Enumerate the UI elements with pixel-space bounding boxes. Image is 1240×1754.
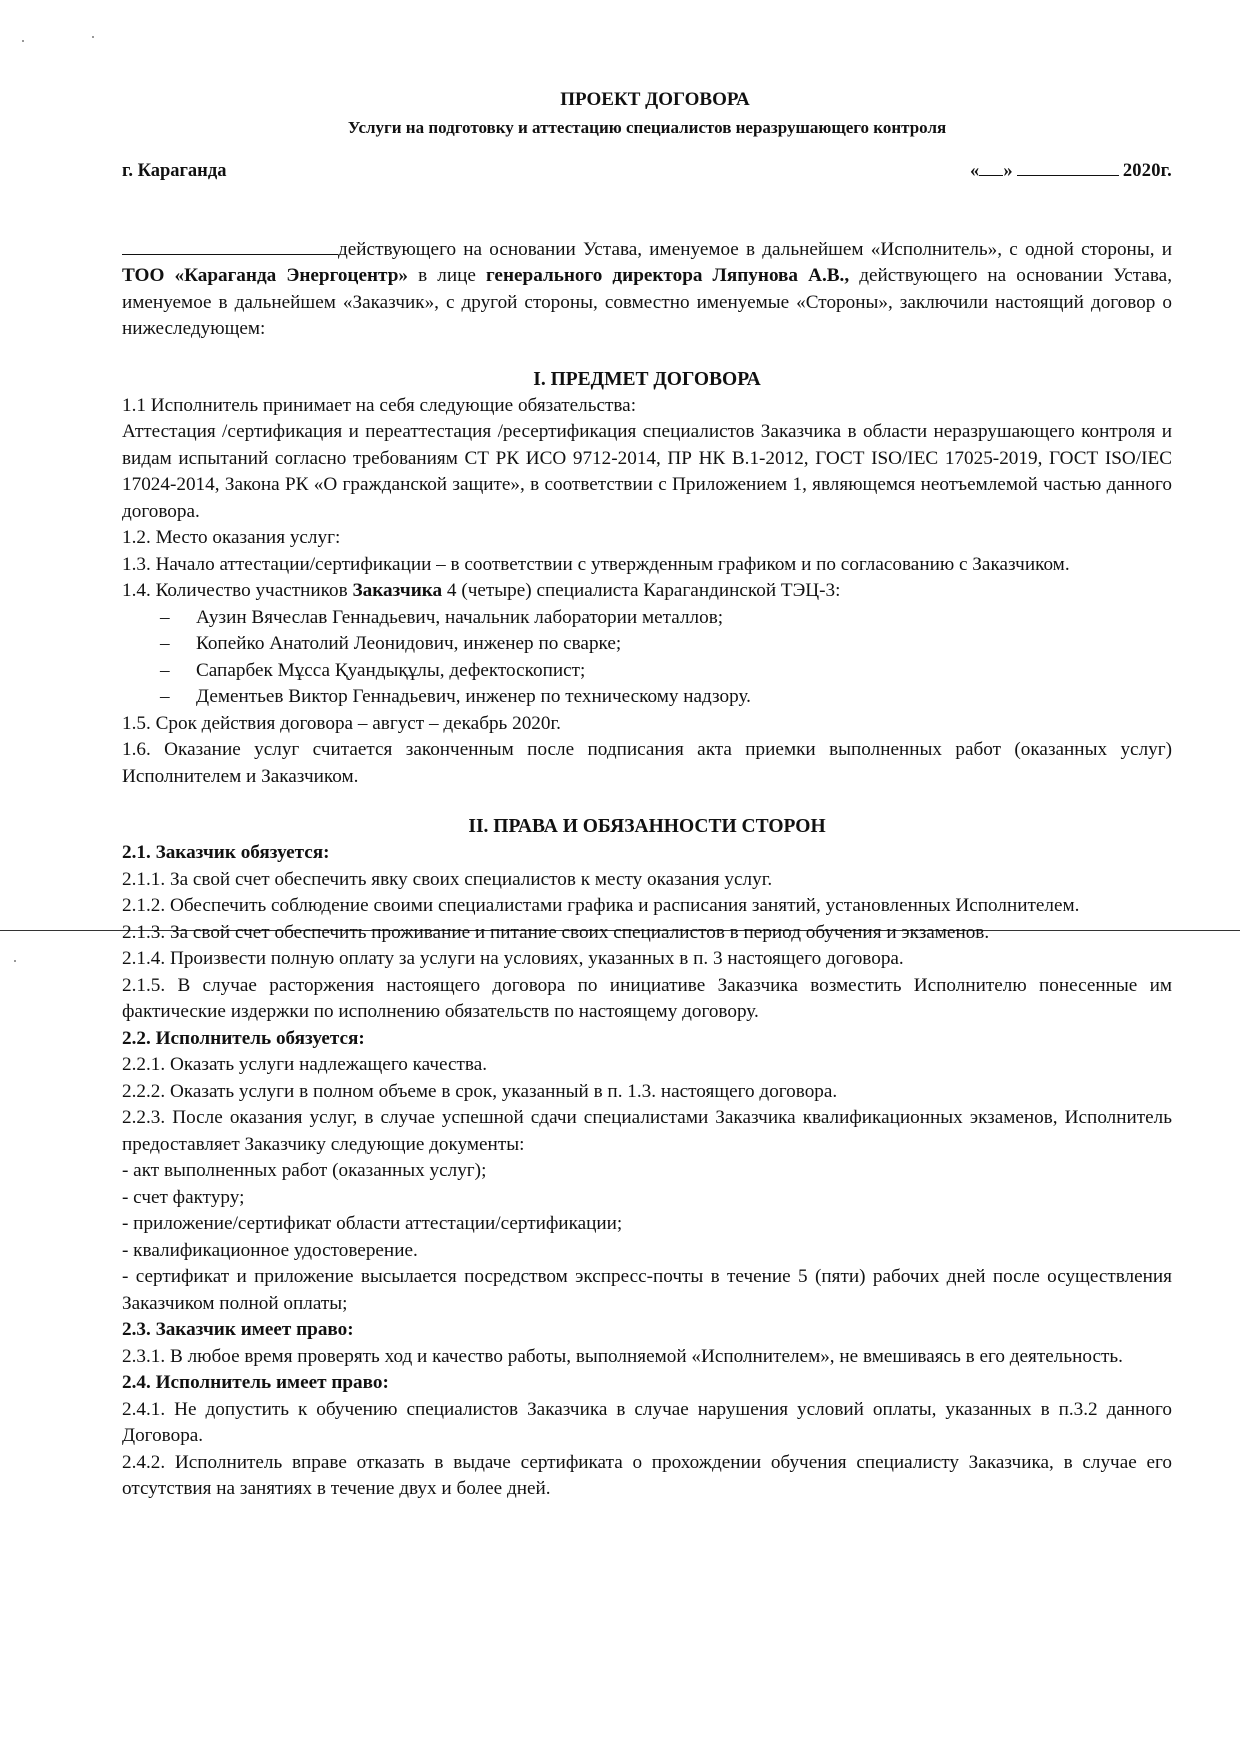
month-blank [1017, 159, 1119, 176]
clause-2-1-4: 2.1.4. Произвести полную оплату за услуги на условиях, указанных в п. 3 настоящего договора. [122, 948, 904, 969]
heading-2-2: 2.2. Исполнитель обязуется: [122, 1027, 365, 1049]
customer-org: ТОО «Караганда Энергоцентр» [122, 265, 408, 286]
heading-2-1: 2.1. Заказчик обязуется: [122, 842, 330, 863]
clause-2-4-1: 2.4.1. Не допустить к обучению специалистов Заказчика в случае нарушения условий оплаты, указанных в п.3.2 данного Договора. [122, 1398, 1172, 1446]
scan-speck [22, 40, 24, 42]
clause-2-2-2: 2.2.2. Оказать услуги в полном объеме в срок, указанный в п. 1.3. настоящего договора. [122, 1080, 838, 1102]
section-1-title: I. ПРЕДМЕТ ДОГОВОРА [533, 368, 761, 390]
clause-1-5: 1.5. Срок действия договора – август – декабрь 2020г. [122, 712, 561, 734]
day-blank [979, 159, 1003, 176]
clause-2-1-1: 2.1.1. За свой счет обеспечить явку своих специалистов к месту оказания услуг. [122, 868, 773, 890]
contract-date: « » 2020г. [969, 161, 1172, 181]
clause-1-4: 1.4. Количество участников Заказчика 4 (четыре) специалиста Карагандинской ТЭЦ-3: [122, 580, 841, 601]
clause-1-3: 1.3. Начало аттестации/сертификации – в соответствии с утвержденным графиком и по согласованию с Заказчиком. [122, 553, 1070, 575]
doc-item: - приложение/сертификат области аттестации/сертификации; [122, 1213, 623, 1234]
clause-1-6: 1.6. Оказание услуг считается законченным после подписания акта приемки выполненных работ (оказанных услуг) Исполнителем и Заказчиком. [122, 739, 1172, 787]
clause-1-2: 1.2. Место оказания услуг: [122, 527, 341, 548]
place-date-row [122, 158, 1172, 185]
document-page [122, 88, 1172, 1503]
contractor-name-blank [122, 238, 338, 255]
document-subtitle: Услуги на подготовку и аттестацию специалистов неразрушающего контроля [347, 118, 947, 137]
list-item: – Копейко Анатолий Леонидович, инженер по сварке; [122, 631, 1172, 658]
participants-list [122, 605, 1172, 711]
list-item: – Аузин Вячеслав Геннадьевич, начальник лаборатории металлов; [122, 605, 1172, 632]
scan-speck [14, 960, 16, 962]
heading-2-4: 2.4. Исполнитель имеет право: [122, 1372, 389, 1393]
heading-2-3: 2.3. Заказчик имеет право: [122, 1319, 354, 1340]
document-title: ПРОЕКТ ДОГОВОРА [560, 89, 750, 110]
doc-item: - квалификационное удостоверение. [122, 1239, 418, 1261]
clause-2-4-2: 2.4.2. Исполнитель вправе отказать в выдаче сертификата о прохождении обучения специалисту Заказчика, в случае его отсутствия на занятиях в течение двух и более дней. [122, 1451, 1172, 1499]
preamble: действующего на основании Устава, именуемое в дальнейшем «Исполнитель», с одной стороны, и ТОО «Караганда Энергоцентр» в лице генерального директора Ляпунова А.В., действующего на основании Устава, именуемое в дальнейшем «Заказчик», с другой стороны, совместно именуемые «Стороны», заключили настоящий договор о нижеследующем: [122, 238, 1172, 339]
clause-2-3-1: 2.3.1. В любое время проверять ход и качество работы, выполняемой «Исполнителем», не вмешиваясь в его деятельность. [122, 1345, 1123, 1367]
scan-speck [92, 36, 94, 38]
clause-2-1-3: 2.1.3. За свой счет обеспечить проживание и питание своих специалистов в период обучения и экзаменов. [122, 921, 990, 943]
doc-item: - счет фактуру; [122, 1186, 245, 1208]
doc-item: - сертификат и приложение высылается посредством экспресс-почты в течение 5 (пяти) рабочих дней после осуществления Заказчиком полной оплаты; [122, 1266, 1172, 1314]
customer-director: генерального директора Ляпунова А.В., [485, 265, 850, 286]
doc-item: - акт выполненных работ (оказанных услуг); [122, 1160, 487, 1181]
city: г. Караганда [122, 161, 227, 181]
clause-1-1-body: Аттестация /сертификация и переаттестация /ресертификация специалистов Заказчика в области неразрушающего контроля и видам испытаний согласно требованиям СТ РК ИСО 9712-2014, ПР НК В.1-2012, ГОСТ ISO/IEC 17025-2019, ГОСТ ISO/IEC 17024-2014, Закона РК «О гражданской защите», в соответствии с Приложением 1, являющемся неотъемлемой частью данного договора. [122, 421, 1172, 522]
clause-1-1: 1.1 Исполнитель принимает на себя следующие обязательства: [122, 394, 637, 416]
clause-2-2-1: 2.2.1. Оказать услуги надлежащего качества. [122, 1054, 488, 1075]
clause-2-1-2: 2.1.2. Обеспечить соблюдение своими специалистами графика и расписания занятий, установленных Исполнителем. [122, 895, 1080, 916]
clause-2-2-3: 2.2.3. После оказания услуг, в случае успешной сдачи специалистами Заказчика квалификационных экзаменов, Исполнитель предоставляет Заказчику следующие документы: [122, 1107, 1172, 1155]
list-item: – Дементьев Виктор Геннадьевич, инженер по техническому надзору. [122, 684, 1172, 711]
list-item: – Сапарбек Мұсса Қуандықұлы, дефектоскопист; [122, 658, 1172, 685]
clause-2-1-5: 2.1.5. В случае расторжения настоящего договора по инициативе Заказчика возместить Исполнителю понесенные им фактические издержки по исполнению обязательств по настоящему договору. [122, 974, 1172, 1022]
section-2-title: II. ПРАВА И ОБЯЗАННОСТИ СТОРОН [468, 816, 826, 837]
